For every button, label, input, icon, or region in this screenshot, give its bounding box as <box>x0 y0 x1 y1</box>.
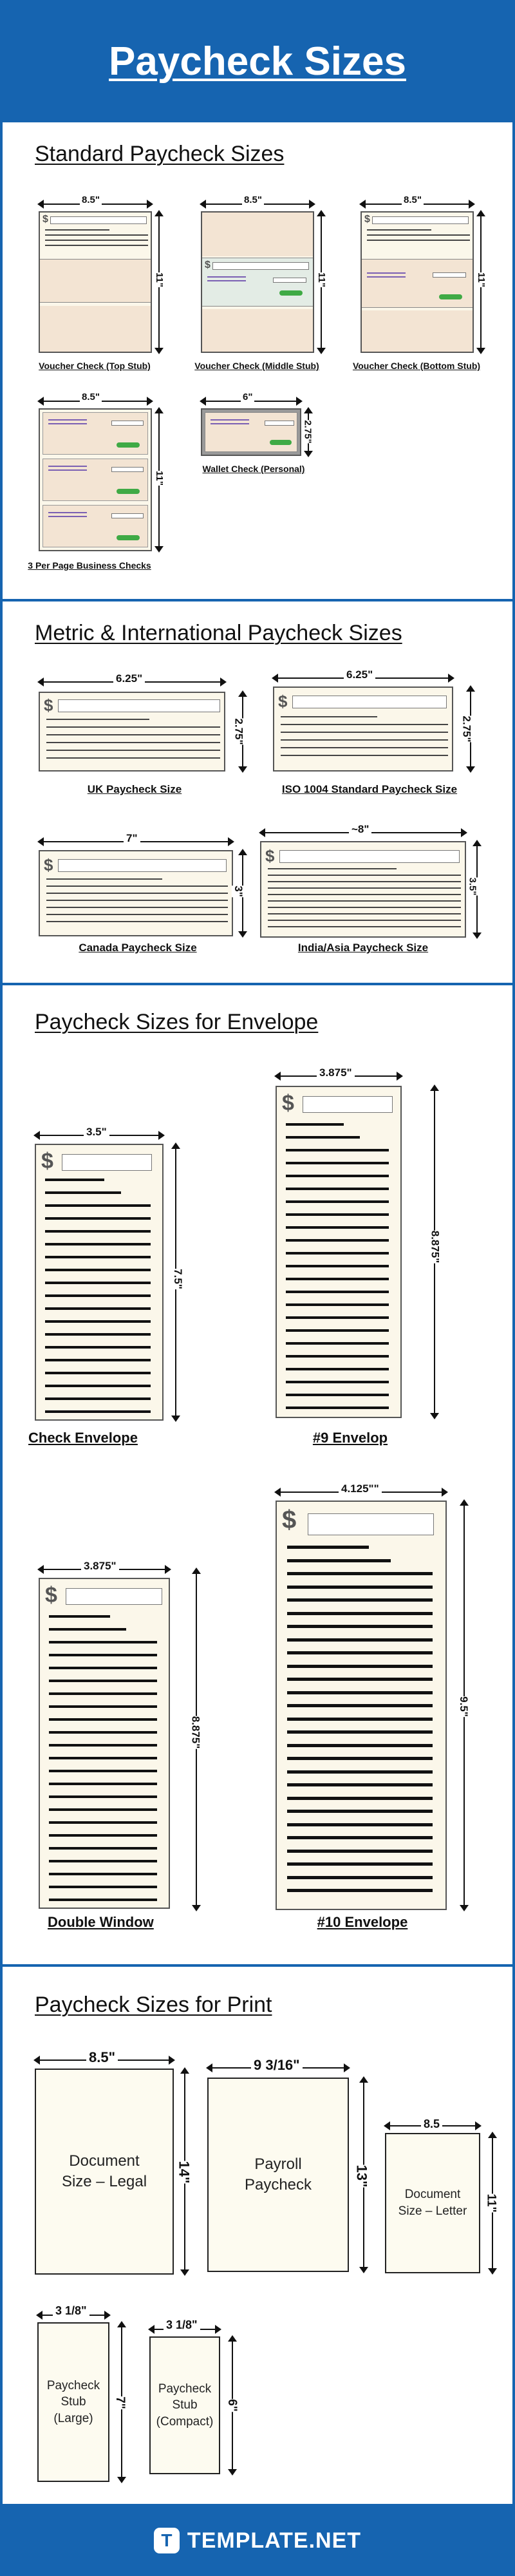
text-line <box>287 1678 433 1681</box>
uk-label: UK Paycheck Size <box>87 783 182 795</box>
wallet-width: 6" <box>241 392 254 402</box>
text-line <box>286 1381 389 1383</box>
dollar-sign: $ <box>278 692 288 711</box>
text-line <box>49 1757 157 1759</box>
text-line <box>286 1368 389 1370</box>
amount-box <box>50 216 147 224</box>
print-section <box>3 1967 512 2504</box>
text-line <box>45 1410 151 1413</box>
text-line <box>49 1731 157 1734</box>
text-line <box>287 1770 433 1774</box>
legal-height: 14" <box>176 2161 192 2184</box>
text-line <box>286 1213 389 1216</box>
canada-sheet <box>39 850 233 936</box>
metric-section <box>3 601 512 983</box>
text-line <box>45 1282 151 1284</box>
text-line <box>49 1795 157 1798</box>
no9-sheet <box>276 1086 402 1418</box>
text-line <box>49 1654 157 1656</box>
voucher-bottom-label: Voucher Check (Bottom Stub) <box>352 361 481 371</box>
header-banner <box>0 0 515 122</box>
stub-large-box: Paycheck Stub (Large) <box>37 2322 109 2482</box>
text-line <box>287 1598 433 1602</box>
text-line <box>286 1278 389 1280</box>
metric-section-title: Metric & International Paycheck Sizes <box>35 621 402 645</box>
text-line <box>49 1886 157 1888</box>
no9-width: 3.875" <box>317 1066 355 1079</box>
text-line <box>287 1836 433 1839</box>
text-line <box>49 1641 157 1643</box>
three-per-page-height: 11" <box>153 471 165 486</box>
page-title: Paycheck Sizes <box>109 39 406 84</box>
text-line <box>49 1680 157 1682</box>
text-line <box>45 1346 151 1349</box>
dollar-sign: $ <box>282 1091 294 1115</box>
double-window-width: 3.875" <box>81 1560 119 1573</box>
text-line <box>287 1665 433 1668</box>
payroll-height: 13" <box>353 2164 370 2188</box>
three-per-page-sheet <box>39 408 152 551</box>
text-line <box>286 1252 389 1255</box>
double-window-sheet <box>39 1578 170 1909</box>
text-line <box>49 1770 157 1772</box>
footer <box>0 2505 515 2576</box>
text-line <box>286 1175 389 1177</box>
text-line <box>45 1359 151 1361</box>
text-line <box>45 1294 151 1297</box>
iso-label: ISO 1004 Standard Paycheck Size <box>281 783 458 795</box>
text-line <box>49 1718 157 1721</box>
voucher-middle-width: 8.5" <box>242 194 264 205</box>
text-line <box>287 1572 433 1575</box>
no10-label: #10 Envelope <box>317 1914 408 1930</box>
text-line <box>45 1320 151 1323</box>
text-line <box>286 1291 389 1293</box>
check-envelope-label: Check Envelope <box>28 1430 138 1446</box>
text-line <box>45 1179 104 1181</box>
no10-height: 9.5" <box>457 1696 470 1717</box>
text-line <box>45 1230 151 1233</box>
voucher-middle-label: Voucher Check (Middle Stub) <box>194 361 319 371</box>
no10-width: 4.125"" <box>339 1482 382 1495</box>
text-line <box>45 1333 151 1336</box>
text-line <box>287 1638 433 1642</box>
dollar-sign: $ <box>44 696 53 715</box>
voucher-top-width: 8.5" <box>80 194 102 205</box>
text-line <box>286 1342 389 1345</box>
no10-sheet <box>276 1501 447 1910</box>
three-per-page-label: 3 Per Page Business Checks <box>28 560 151 571</box>
wallet-label: Wallet Check (Personal) <box>202 464 305 474</box>
legal-width: 8.5" <box>86 2049 118 2066</box>
text-line <box>287 1586 433 1589</box>
brand-name[interactable]: TEMPLATE.NET <box>187 2528 362 2553</box>
standard-section-title: Standard Paycheck Sizes <box>35 142 285 166</box>
canada-label: Canada Paycheck Size <box>79 942 197 954</box>
text-line <box>286 1136 360 1139</box>
voucher-bottom-sheet <box>360 211 474 353</box>
voucher-middle-height: 11" <box>315 272 327 287</box>
payroll-box: Payroll Paycheck <box>207 2078 349 2272</box>
wallet-sheet <box>201 408 301 456</box>
text-line <box>287 1625 433 1628</box>
text-line <box>286 1200 389 1203</box>
dollar-sign: $ <box>364 214 370 225</box>
text-line <box>49 1744 157 1747</box>
letter-box: Document Size – Letter <box>385 2133 480 2273</box>
text-line <box>49 1860 157 1862</box>
text-line <box>287 1876 433 1879</box>
check-envelope-height: 7.5" <box>171 1269 184 1289</box>
text-line <box>286 1162 389 1164</box>
stub-compact-box: Paycheck Stub (Compact) <box>149 2336 220 2474</box>
text-line <box>286 1149 389 1151</box>
payroll-width: 9 3/16" <box>251 2057 303 2074</box>
text-line <box>287 1810 433 1813</box>
text-line <box>45 1307 151 1310</box>
text-line <box>286 1329 389 1332</box>
iso-width: 6.25" <box>344 668 375 681</box>
text-line <box>45 1191 121 1194</box>
check-envelope-width: 3.5" <box>84 1126 109 1139</box>
text-line <box>49 1899 157 1901</box>
text-line <box>286 1123 344 1126</box>
check-envelope-sheet <box>35 1144 164 1421</box>
text-line <box>286 1303 389 1306</box>
voucher-top-label: Voucher Check (Top Stub) <box>39 361 151 371</box>
text-line <box>49 1615 110 1618</box>
uk-height: 2.75" <box>232 718 245 745</box>
text-line <box>49 1692 157 1695</box>
text-line <box>287 1546 369 1549</box>
dollar-sign: $ <box>282 1506 297 1534</box>
text-line <box>287 1718 433 1721</box>
text-line <box>45 1204 151 1207</box>
text-line <box>49 1847 157 1850</box>
dollar-sign: $ <box>42 214 48 225</box>
text-line <box>49 1628 126 1631</box>
voucher-top-height: 11" <box>153 272 165 287</box>
double-window-height: 8.875" <box>189 1716 202 1749</box>
uk-sheet <box>39 692 225 772</box>
canada-height: 3" <box>232 886 245 897</box>
text-line <box>287 1850 433 1853</box>
text-line <box>49 1705 157 1708</box>
dollar-sign: $ <box>265 846 275 866</box>
text-line <box>45 1397 151 1400</box>
stub-compact-height: 6" <box>225 2399 239 2412</box>
dollar-sign: $ <box>44 855 53 875</box>
india-width: ~8" <box>349 823 371 836</box>
stub-compact-width: 3 1/8" <box>164 2318 200 2332</box>
text-line <box>287 1744 433 1747</box>
uk-width: 6.25" <box>113 672 145 685</box>
text-line <box>286 1406 389 1409</box>
double-window-label: Double Window <box>48 1914 154 1930</box>
india-sheet <box>260 841 466 938</box>
text-line <box>49 1873 157 1875</box>
stub-large-height: 7" <box>113 2396 127 2409</box>
text-line <box>287 1823 433 1826</box>
text-line <box>45 1243 151 1245</box>
wallet-height: 2.75" <box>302 420 314 444</box>
text-line <box>45 1256 151 1258</box>
text-line <box>49 1821 157 1824</box>
text-line <box>287 1559 391 1562</box>
text-line <box>287 1862 433 1866</box>
text-line <box>287 1612 433 1615</box>
text-line <box>287 1651 433 1654</box>
text-line <box>45 1217 151 1220</box>
text-line <box>287 1797 433 1800</box>
template-logo-icon: T <box>154 2528 180 2553</box>
dollar-sign: $ <box>45 1583 57 1607</box>
text-line <box>287 1757 433 1760</box>
canada-width: 7" <box>124 832 140 845</box>
no9-label: #9 Envelop <box>312 1430 388 1446</box>
envelope-section <box>3 985 512 1964</box>
text-line <box>45 1372 151 1374</box>
print-section-title: Paycheck Sizes for Print <box>35 1993 272 2017</box>
three-per-page-width: 8.5" <box>80 392 102 402</box>
text-line <box>286 1394 389 1396</box>
text-line <box>286 1226 389 1229</box>
iso-sheet <box>273 687 453 772</box>
legal-box: Document Size – Legal <box>35 2069 174 2275</box>
letter-width: 8.5 <box>421 2117 442 2131</box>
text-line <box>49 1667 157 1669</box>
text-line <box>45 1269 151 1271</box>
envelope-section-title: Paycheck Sizes for Envelope <box>35 1010 319 1034</box>
text-line <box>286 1239 389 1242</box>
text-line <box>287 1730 433 1734</box>
dollar-sign: $ <box>41 1149 53 1173</box>
text-line <box>45 1385 151 1387</box>
voucher-bottom-width: 8.5" <box>402 194 424 205</box>
letter-height: 11" <box>484 2193 498 2213</box>
voucher-middle-sheet <box>201 211 314 353</box>
text-line <box>49 1834 157 1837</box>
text-line <box>49 1783 157 1785</box>
iso-height: 2.75" <box>460 715 473 743</box>
text-line <box>287 1783 433 1786</box>
text-line <box>286 1316 389 1319</box>
standard-section <box>3 122 512 599</box>
dollar-sign: $ <box>205 260 211 270</box>
voucher-bottom-height: 11" <box>475 272 487 287</box>
text-line <box>286 1265 389 1267</box>
voucher-top-sheet <box>39 211 152 353</box>
no9-height: 8.875" <box>429 1230 442 1264</box>
text-line <box>286 1188 389 1190</box>
text-line <box>286 1355 389 1358</box>
text-line <box>287 1889 433 1892</box>
text-line <box>287 1691 433 1694</box>
india-label: India/Asia Paycheck Size <box>297 942 429 954</box>
india-height: 3.5" <box>467 877 478 896</box>
text-line <box>287 1704 433 1707</box>
text-line <box>49 1808 157 1811</box>
stub-large-width: 3 1/8" <box>53 2304 89 2318</box>
